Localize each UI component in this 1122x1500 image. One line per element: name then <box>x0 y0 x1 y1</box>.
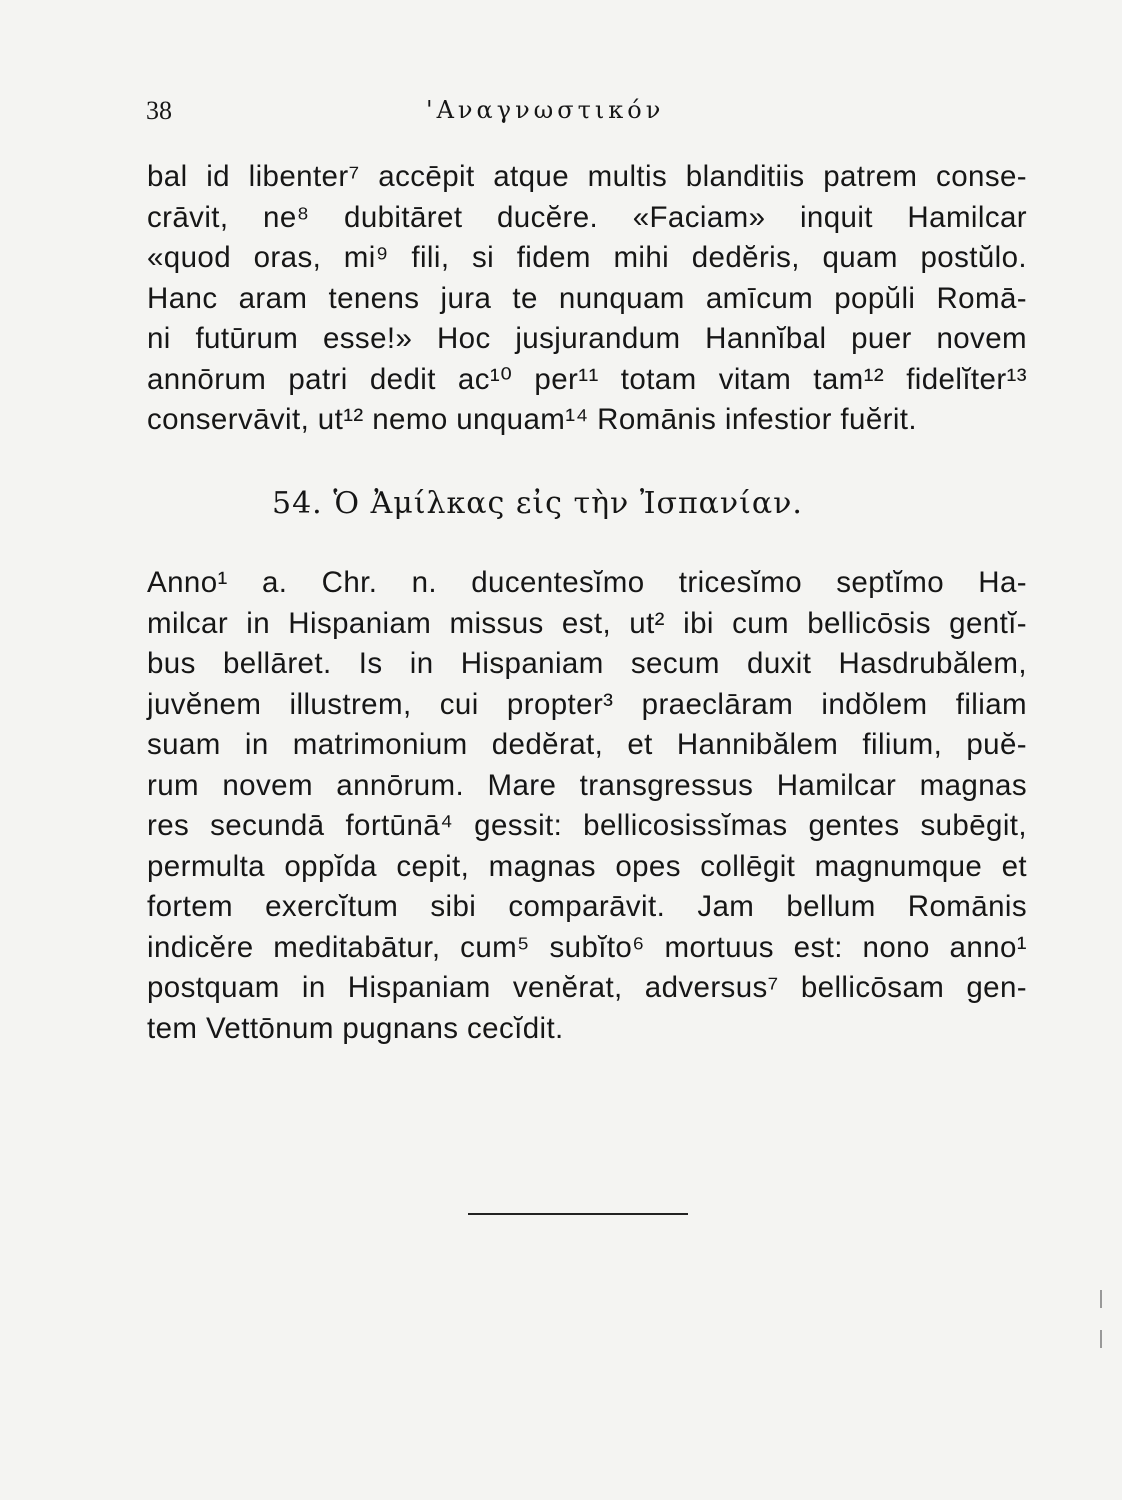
text-line: annōrum patri dedit ac¹⁰ per¹¹ totam vitam tam¹² fidelĭter¹³ <box>147 362 1027 396</box>
bleed-mark <box>1100 1290 1102 1308</box>
text-line: «quod oras, mi⁹ fili, si fidem mihi dedĕris, quam postŭlo. <box>147 241 1027 274</box>
text-line: conservāvit, ut¹² nemo unquam¹⁴ Romānis infestior fuĕrit. <box>147 403 917 436</box>
page-header <box>146 96 1006 136</box>
text-line: rum novem annōrum. Mare transgressus Hamilcar magnas <box>147 768 1027 802</box>
text-line: res secundā fortūnā⁴ gessit: bellicosissĭmas gentes subēgit, <box>147 809 1027 842</box>
text-line: indicĕre meditabātur, cum⁵ subĭto⁶ mortuus est: nono anno¹ <box>147 930 1027 964</box>
text-line: crāvit, ne⁸ dubitāret ducĕre. «Faciam» inquit Hamilcar <box>147 200 1027 234</box>
text-line: suam in matrimonium dedĕrat, et Hannibălem filium, puĕ- <box>147 728 1027 761</box>
text-line: tem Vettōnum pugnans cecĭdit. <box>147 1011 564 1045</box>
text-line: juvĕnem illustrem, cui propter³ praeclāram indŏlem filiam <box>147 687 1027 721</box>
paragraph-1 <box>147 157 1027 441</box>
closing-rule <box>468 1213 688 1215</box>
text-line: permulta oppĭda cepit, magnas opes collēgit magnumque et <box>147 849 1027 883</box>
text-line: Hanc aram tenens jura te nunquam amīcum popŭli Romā- <box>147 281 1027 315</box>
text-line: bus bellāret. Is in Hispaniam secum duxit Hasdrubălem, <box>147 647 1027 680</box>
text-line: milcar in Hispaniam missus est, ut² ibi cum bellicōsis gentĭ- <box>147 606 1027 640</box>
text-line: ni futūrum esse!» Hoc jusjurandum Hannĭbal puer novem <box>147 322 1027 355</box>
text-line: postquam in Hispaniam venĕrat, adversus⁷ bellicōsam gen- <box>147 971 1027 1004</box>
running-title: 'Αναγνωστικόν <box>426 96 665 124</box>
page-number: 38 <box>146 96 172 125</box>
text-line: fortem exercĭtum sibi comparāvit. Jam bellum Romānis <box>147 890 1027 923</box>
bleed-mark <box>1100 1330 1102 1348</box>
text-line: Anno¹ a. Chr. n. ducentesĭmo tricesĭmo septĭmo Ha- <box>147 566 1027 599</box>
text-line: bal id libenter⁷ accēpit atque multis blanditiis patrem conse- <box>147 160 1027 193</box>
paragraph-2 <box>147 563 1027 1049</box>
section-heading: 54. Ὁ Ἀμίλκας εἰς τὴν Ἰσπανίαν. <box>272 486 803 521</box>
